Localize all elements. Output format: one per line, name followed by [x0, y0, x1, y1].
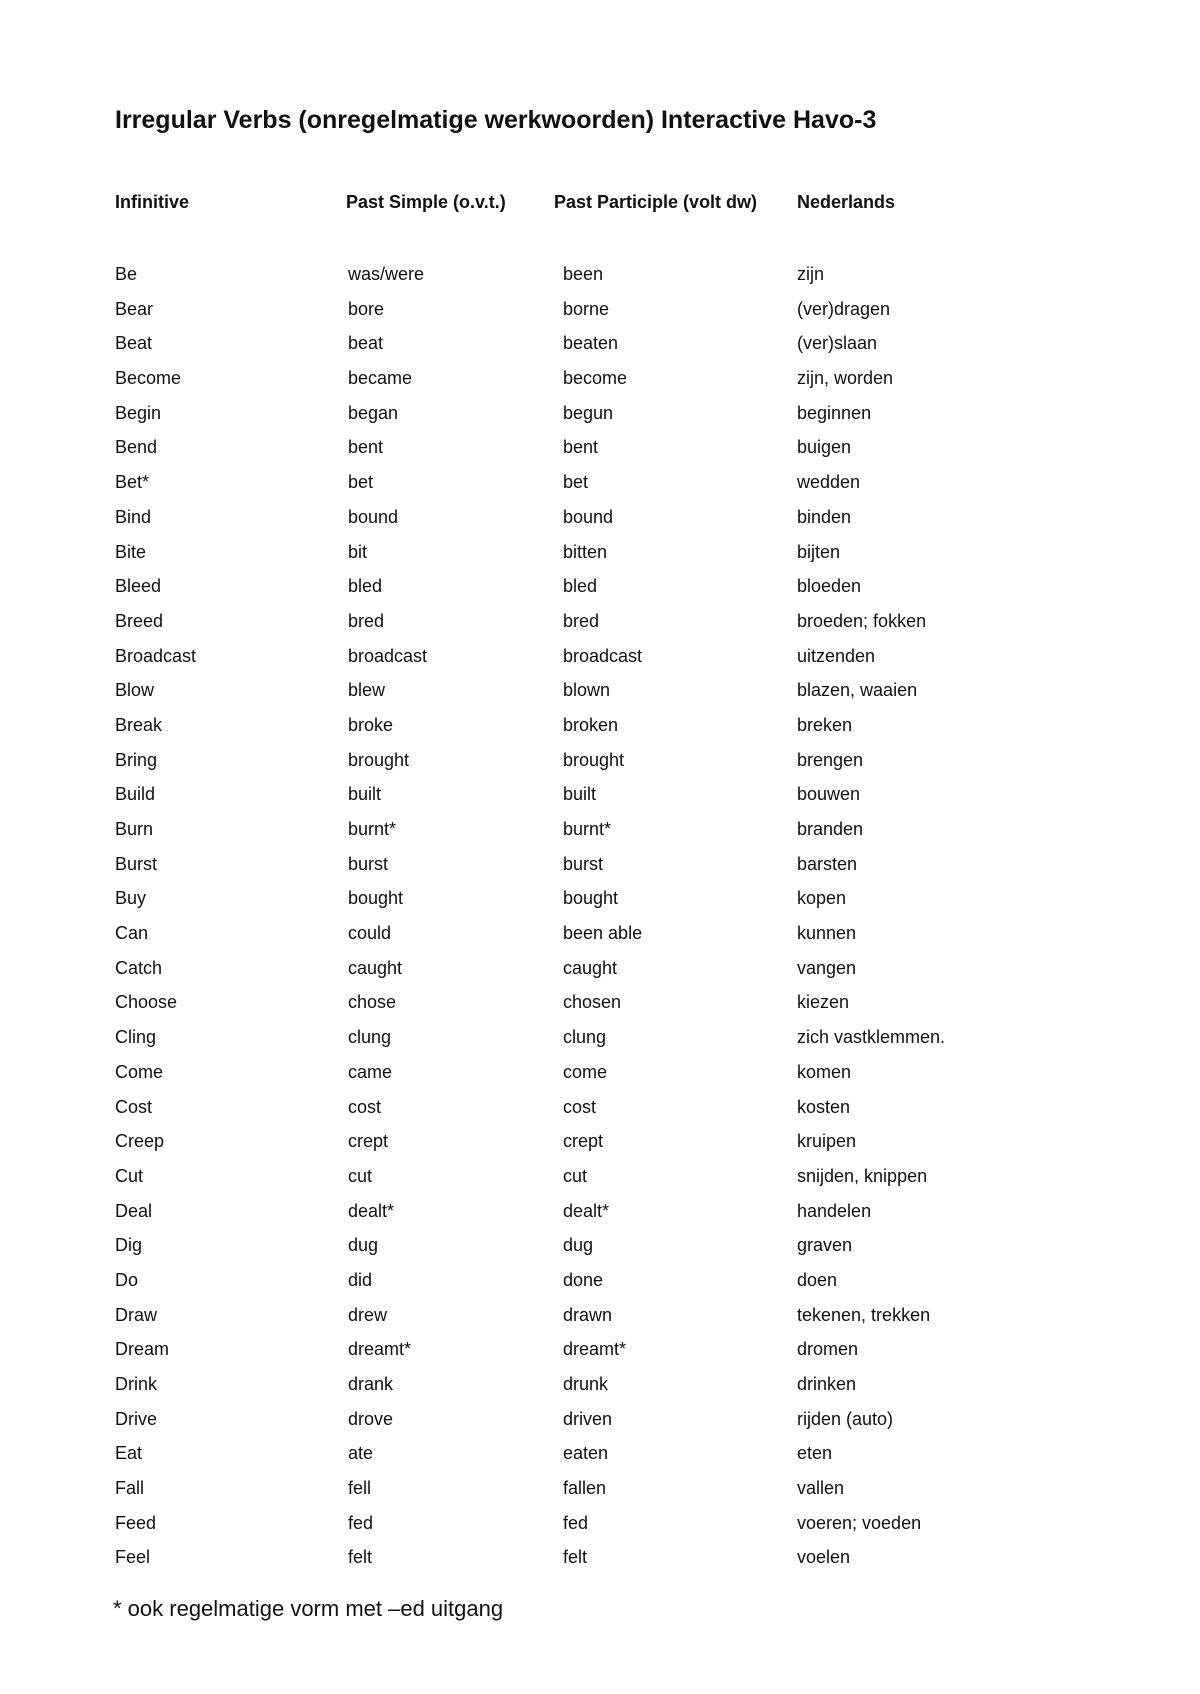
nederlands-cell: tekenen, trekken — [797, 1304, 931, 1325]
infinitive-cell: Bleed — [115, 576, 162, 597]
infinitive-cell: Cost — [115, 1096, 153, 1117]
past-participle-cell: burst — [563, 853, 604, 874]
past-participle-cell: driven — [563, 1408, 613, 1429]
nederlands-cell: wedden — [797, 472, 861, 493]
past-simple-cell: bit — [348, 541, 368, 562]
past-simple-cell: did — [348, 1269, 373, 1290]
table-row — [0, 1025, 1200, 1060]
infinitive-cell: Eat — [115, 1443, 143, 1464]
infinitive-cell: Cut — [115, 1165, 144, 1186]
past-simple-cell: crept — [348, 1131, 389, 1152]
past-participle-cell: caught — [563, 957, 618, 978]
infinitive-cell: Blow — [115, 680, 155, 701]
past-simple-cell: was/were — [348, 264, 425, 284]
nederlands-cell: doen — [797, 1269, 838, 1290]
table-row — [0, 644, 1200, 679]
nederlands-cell: vallen — [797, 1478, 845, 1499]
nederlands-cell: bloeden — [797, 576, 862, 597]
past-participle-cell: eaten — [563, 1443, 609, 1464]
infinitive-cell: Creep — [115, 1131, 165, 1152]
past-simple-cell: beat — [348, 333, 384, 354]
table-row — [0, 1268, 1200, 1303]
table-row — [0, 435, 1200, 470]
infinitive-cell: Dig — [115, 1235, 143, 1256]
past-simple-cell: dealt* — [348, 1200, 395, 1221]
nederlands-cell: kopen — [797, 888, 847, 909]
past-simple-cell: broadcast — [348, 645, 428, 666]
past-simple-cell: blew — [348, 680, 386, 701]
table-row — [0, 886, 1200, 921]
past-participle-cell: broken — [563, 714, 619, 735]
nederlands-cell: kosten — [797, 1096, 851, 1117]
past-simple-cell: dreamt* — [348, 1339, 412, 1360]
past-participle-cell: broadcast — [563, 645, 643, 666]
nederlands-cell: graven — [797, 1235, 853, 1256]
past-participle-cell: fed — [563, 1512, 589, 1533]
table-row — [0, 1129, 1200, 1164]
nederlands-cell: branden — [797, 819, 864, 839]
past-participle-cell: dreamt* — [563, 1339, 627, 1360]
table-row — [0, 782, 1200, 817]
past-simple-cell: bought — [348, 888, 404, 909]
past-participle-cell: dealt* — [563, 1200, 610, 1221]
nederlands-cell: breken — [797, 714, 853, 735]
nederlands-cell: komen — [797, 1061, 852, 1082]
infinitive-cell: Can — [115, 923, 149, 944]
nederlands-cell: zich vastklemmen. — [797, 1027, 946, 1048]
footnote: * ook regelmatige vorm met –ed uitgang — [113, 1596, 504, 1621]
past-participle-cell: bet — [563, 472, 589, 493]
infinitive-cell: Come — [115, 1061, 164, 1082]
past-simple-cell: bore — [348, 298, 385, 319]
past-participle-cell: brought — [563, 749, 625, 770]
past-participle-cell: built — [563, 784, 597, 805]
past-simple-cell: bent — [348, 437, 384, 458]
past-participle-cell: dug — [563, 1235, 594, 1256]
table-row — [0, 1199, 1200, 1234]
nederlands-cell: uitzenden — [797, 645, 876, 666]
table-row — [0, 366, 1200, 401]
infinitive-cell: Bet* — [115, 472, 150, 493]
past-participle-cell: drawn — [563, 1304, 613, 1325]
infinitive-cell: Buy — [115, 888, 147, 909]
infinitive-cell: Build — [115, 784, 156, 805]
infinitive-cell: Do — [115, 1269, 139, 1290]
table-row — [0, 990, 1200, 1025]
table-row — [0, 470, 1200, 505]
table-row — [0, 1476, 1200, 1511]
table-row — [0, 956, 1200, 991]
past-simple-cell: fell — [348, 1478, 372, 1499]
nederlands-cell: kunnen — [797, 923, 857, 944]
past-simple-cell: felt — [348, 1547, 373, 1568]
table-row — [0, 817, 1200, 852]
nederlands-cell: bouwen — [797, 784, 861, 805]
table-row — [0, 297, 1200, 332]
nederlands-cell: beginnen — [797, 402, 872, 423]
past-participle-cell: felt — [563, 1547, 588, 1568]
past-participle-cell: drunk — [563, 1374, 609, 1394]
nederlands-cell: handelen — [797, 1200, 872, 1221]
nederlands-cell: (ver)dragen — [797, 298, 891, 319]
past-participle-cell: bitten — [563, 541, 608, 562]
table-row — [0, 1303, 1200, 1338]
past-simple-cell: could — [348, 923, 392, 944]
table-row — [0, 1095, 1200, 1130]
past-participle-cell: beaten — [563, 333, 619, 354]
nederlands-cell: bijten — [797, 541, 841, 562]
table-row — [0, 1233, 1200, 1268]
past-simple-cell: burnt* — [348, 819, 397, 839]
nederlands-cell: rijden (auto) — [797, 1408, 894, 1429]
infinitive-cell: Breed — [115, 610, 164, 631]
nederlands-cell: buigen — [797, 437, 852, 458]
table-row — [0, 1441, 1200, 1476]
past-participle-cell: burnt* — [563, 819, 612, 839]
nederlands-cell: binden — [797, 506, 852, 527]
table-row — [0, 1545, 1200, 1580]
nederlands-cell: snijden, knippen — [797, 1165, 928, 1186]
infinitive-cell: Break — [115, 714, 163, 735]
nederlands-cell: drinken — [797, 1374, 857, 1394]
table-row — [0, 574, 1200, 609]
past-simple-cell: fed — [348, 1512, 374, 1533]
table-row — [0, 505, 1200, 540]
past-participle-cell: become — [563, 368, 628, 389]
infinitive-cell: Bite — [115, 541, 147, 562]
table-row — [0, 1372, 1200, 1407]
past-participle-cell: bent — [563, 437, 599, 458]
table-header — [0, 190, 1200, 216]
nederlands-cell: kruipen — [797, 1131, 857, 1152]
table-row — [0, 1407, 1200, 1442]
past-simple-cell: built — [348, 784, 382, 805]
nederlands-cell: vangen — [797, 957, 857, 978]
infinitive-cell: Fall — [115, 1478, 145, 1499]
infinitive-cell: Dream — [115, 1339, 170, 1360]
past-simple-cell: brought — [348, 749, 410, 770]
infinitive-cell: Deal — [115, 1200, 153, 1221]
past-simple-cell: dug — [348, 1235, 379, 1256]
past-simple-cell: caught — [348, 957, 403, 978]
table-row — [0, 540, 1200, 575]
infinitive-cell: Draw — [115, 1304, 158, 1325]
past-simple-cell: bled — [348, 576, 383, 597]
past-participle-cell: chosen — [563, 992, 622, 1013]
past-participle-cell: bought — [563, 888, 619, 909]
infinitive-cell: Bind — [115, 506, 152, 527]
nederlands-cell: dromen — [797, 1339, 859, 1360]
infinitive-cell: Drink — [115, 1374, 158, 1394]
table-row — [0, 921, 1200, 956]
infinitive-cell: Drive — [115, 1408, 158, 1429]
nederlands-cell: eten — [797, 1443, 833, 1464]
past-participle-cell: bred — [563, 610, 600, 631]
table-row — [0, 1164, 1200, 1199]
infinitive-cell: Begin — [115, 402, 162, 423]
nederlands-cell: broeden; fokken — [797, 610, 927, 631]
infinitive-cell: Choose — [115, 992, 178, 1013]
past-simple-cell: drank — [348, 1374, 394, 1394]
nederlands-cell: brengen — [797, 749, 864, 770]
past-simple-cell: cut — [348, 1165, 373, 1186]
infinitive-cell: Feed — [115, 1512, 157, 1533]
table-row — [0, 1060, 1200, 1095]
table-row — [0, 748, 1200, 783]
table-row — [0, 401, 1200, 436]
nederlands-cell: blazen, waaien — [797, 680, 918, 701]
table-row — [0, 1337, 1200, 1372]
nederlands-cell: barsten — [797, 853, 858, 874]
past-participle-cell: cut — [563, 1165, 588, 1186]
table-row — [0, 331, 1200, 366]
nederlands-cell: kiezen — [797, 992, 850, 1013]
past-participle-cell: crept — [563, 1131, 604, 1152]
past-participle-cell: done — [563, 1269, 604, 1290]
header-nederlands: Nederlands — [797, 192, 896, 212]
infinitive-cell: Become — [115, 368, 182, 389]
table-row — [0, 609, 1200, 644]
past-participle-cell: cost — [563, 1096, 597, 1117]
header-past-simple: Past Simple (o.v.t.) — [346, 192, 506, 212]
past-participle-cell: blown — [563, 680, 611, 701]
past-simple-cell: came — [348, 1061, 393, 1082]
past-simple-cell: burst — [348, 853, 389, 874]
past-participle-cell: been able — [563, 923, 643, 944]
past-participle-cell: bound — [563, 506, 614, 527]
table-row — [0, 713, 1200, 748]
past-participle-cell: begun — [563, 402, 614, 423]
infinitive-cell: Feel — [115, 1547, 151, 1568]
nederlands-cell: zijn — [797, 264, 825, 284]
past-simple-cell: bet — [348, 472, 374, 493]
infinitive-cell: Bring — [115, 749, 158, 770]
infinitive-cell: Cling — [115, 1027, 157, 1048]
infinitive-cell: Bear — [115, 298, 154, 319]
nederlands-cell: voelen — [797, 1547, 851, 1568]
past-simple-cell: chose — [348, 992, 397, 1013]
past-simple-cell: clung — [348, 1027, 392, 1048]
infinitive-cell: Bend — [115, 437, 158, 458]
infinitive-cell: Catch — [115, 957, 163, 978]
infinitive-cell: Beat — [115, 333, 153, 354]
infinitive-cell: Broadcast — [115, 645, 197, 666]
table-row — [0, 852, 1200, 887]
past-participle-cell: borne — [563, 298, 610, 319]
verb-table — [0, 262, 1200, 1580]
infinitive-cell: Burn — [115, 819, 154, 839]
infinitive-cell: Burst — [115, 853, 158, 874]
past-simple-cell: broke — [348, 714, 394, 735]
past-simple-cell: bound — [348, 506, 399, 527]
page-title: Irregular Verbs (onregelmatige werkwoorden) Interactive Havo-3 — [115, 106, 877, 134]
past-simple-cell: began — [348, 402, 399, 423]
table-row — [0, 1511, 1200, 1546]
past-participle-cell: bled — [563, 576, 598, 597]
table-row — [0, 262, 1200, 297]
past-simple-cell: drew — [348, 1304, 388, 1325]
past-simple-cell: became — [348, 368, 413, 389]
nederlands-cell: (ver)slaan — [797, 333, 878, 354]
nederlands-cell: voeren; voeden — [797, 1512, 922, 1533]
past-participle-cell: been — [563, 264, 604, 284]
past-participle-cell: come — [563, 1061, 608, 1082]
past-simple-cell: cost — [348, 1096, 382, 1117]
past-participle-cell: fallen — [563, 1478, 607, 1499]
table-row — [0, 678, 1200, 713]
header-infinitive: Infinitive — [115, 192, 190, 212]
past-simple-cell: ate — [348, 1443, 374, 1464]
past-simple-cell: bred — [348, 610, 385, 631]
nederlands-cell: zijn, worden — [797, 368, 894, 389]
past-participle-cell: clung — [563, 1027, 607, 1048]
past-simple-cell: drove — [348, 1408, 394, 1429]
infinitive-cell: Be — [115, 264, 138, 284]
header-past-participle: Past Participle (volt dw) — [554, 192, 758, 212]
